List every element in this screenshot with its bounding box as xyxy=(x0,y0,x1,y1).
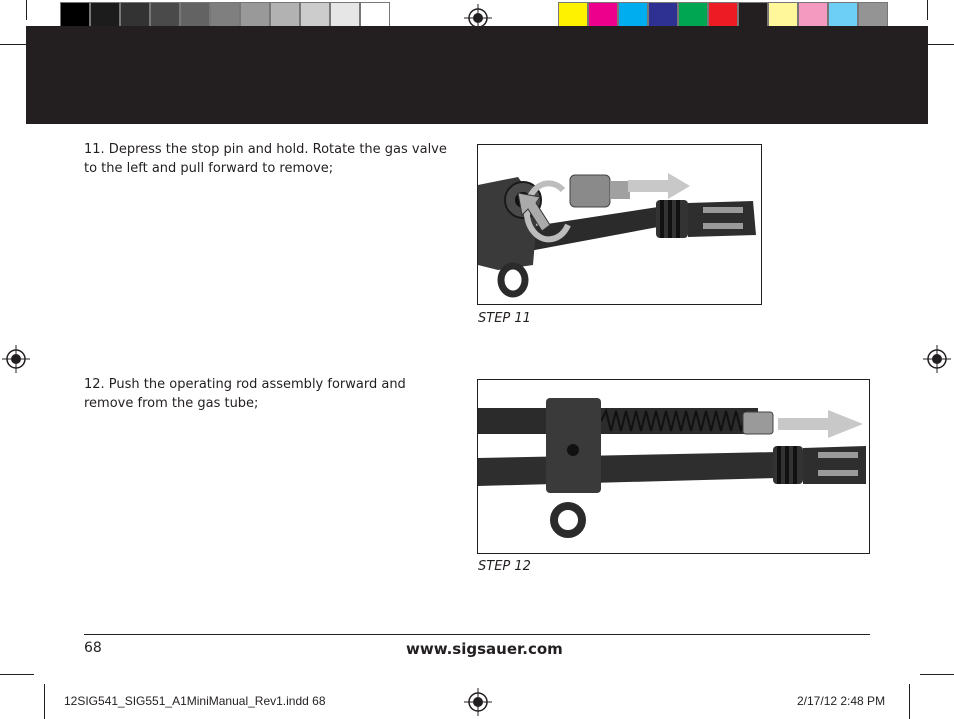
step-12-text: 12. Push the operating rod assembly forward and remove from the gas tube; xyxy=(84,377,406,411)
registration-mark-icon xyxy=(2,345,30,373)
print-slug-datetime: 2/17/12 2:48 PM xyxy=(797,694,886,708)
step-12-photo xyxy=(477,379,870,554)
website-link[interactable]: www.sigsauer.com xyxy=(406,640,563,658)
page-number: 68 xyxy=(84,640,102,656)
crop-mark xyxy=(26,0,27,20)
crop-mark xyxy=(927,0,928,20)
crop-mark xyxy=(0,674,34,675)
step-11-caption: STEP 11 xyxy=(478,311,531,326)
footer-rule xyxy=(84,634,870,635)
print-slug-filename: 12SIG541_SIG551_A1MiniManual_Rev1.indd 68 xyxy=(64,694,326,708)
registration-mark-icon xyxy=(923,345,951,373)
step-11-photo xyxy=(477,144,762,305)
step-11-text: 11. Depress the stop pin and hold. Rotate the gas valve to the left and pull forward to remove; xyxy=(84,142,447,176)
registration-mark-icon xyxy=(464,688,492,716)
crop-mark xyxy=(920,674,954,675)
header-band xyxy=(26,26,928,124)
gas-valve-removal-illustration xyxy=(478,145,761,304)
step-12-caption: STEP 12 xyxy=(478,559,531,574)
crop-mark xyxy=(44,684,45,719)
crop-mark xyxy=(909,684,910,719)
operating-rod-removal-illustration xyxy=(478,380,869,553)
